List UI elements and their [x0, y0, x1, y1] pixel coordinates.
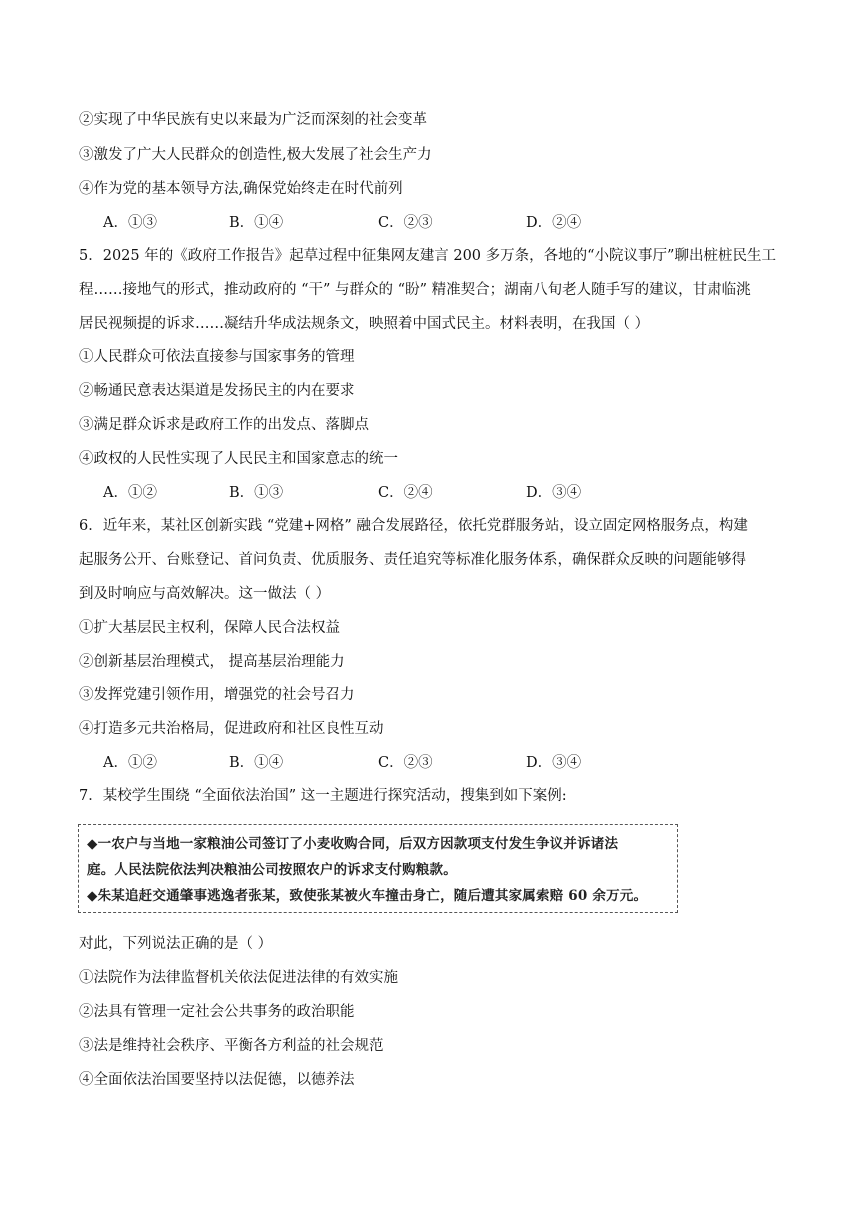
q5-option-d[interactable]: D．③④ [526, 485, 582, 501]
q5-statement-2: ②畅通民意表达渠道是发扬民主的内在要求 [79, 383, 355, 399]
q7-statement-4: ④全面依法治国要坚持以法促德，以德养法 [79, 1072, 355, 1088]
q5-statement-3: ③满足群众诉求是政府工作的出发点、落脚点 [79, 417, 369, 433]
q5-statement-4: ④政权的人民性实现了人民民主和国家意志的统一 [79, 451, 398, 467]
q5-option-b[interactable]: B．①③ [229, 485, 284, 501]
q7-case-line-3: ◆朱某追赶交通肇事逃逸者张某，致使张某被火车撞击身亡，随后遭其家属索赔 60 余万元。 [87, 888, 648, 904]
q6-statement-1: ①扩大基层民主权利，保障人民合法权益 [79, 620, 340, 636]
q4-option-a[interactable]: A．①③ [103, 215, 157, 231]
q7-statement-1: ①法院作为法律监督机关依法促进法律的有效实施 [79, 970, 398, 986]
q4-option-b[interactable]: B．①④ [229, 215, 284, 231]
q6-option-a[interactable]: A．①② [103, 755, 157, 771]
q5-option-a[interactable]: A．①② [103, 485, 157, 501]
q4-statement-4: ④作为党的基本领导方法,确保党始终走在时代前列 [79, 181, 403, 197]
q6-option-c[interactable]: C．②③ [378, 755, 433, 771]
q4-statement-3: ③激发了广大人民群众的创造性,极大发展了社会生产力 [79, 147, 432, 163]
q5-option-c[interactable]: C．②④ [378, 485, 433, 501]
q6-statement-2: ②创新基层治理模式， 提高基层治理能力 [79, 654, 345, 670]
q6-statement-4: ④打造多元共治格局，促进政府和社区良性互动 [79, 721, 384, 737]
q6-stem-line-1: 6．近年来，某社区创新实践 “党建+网格” 融合发展路径，依托党群服务站，设立固定网格服务点，构建 [79, 518, 748, 534]
q7-question: 对此，下列说法正确的是（ ） [79, 936, 273, 952]
q4-option-c[interactable]: C．②③ [378, 215, 433, 231]
q5-statement-1: ①人民群众可依法直接参与国家事务的管理 [79, 349, 355, 365]
q7-case-line-1: ◆一农户与当地一家粮油公司签订了小麦收购合同，后双方因款项支付发生争议并诉诸法 [87, 836, 619, 852]
q4-statement-2: ②实现了中华民族有史以来最为广泛而深刻的社会变革 [79, 112, 427, 128]
q6-stem-line-3: 到及时响应与高效解决。这一做法（ ） [79, 586, 331, 602]
q5-stem-line-3: 居民视频提的诉求……凝结升华成法规条文，映照着中国式民主。材料表明，在我国（ ） [79, 316, 650, 332]
q7-statement-3: ③法是维持社会秩序、平衡各方利益的社会规范 [79, 1038, 384, 1054]
q4-option-d[interactable]: D．②④ [526, 215, 582, 231]
q7-case-box [78, 824, 678, 913]
q7-case-line-2: 庭。人民法院依法判决粮油公司按照农户的诉求支付购粮款。 [87, 862, 457, 878]
q6-stem-line-2: 起服务公开、台账登记、首问负责、优质服务、责任追究等标准化服务体系，确保群众反映的问题能够得 [79, 552, 746, 568]
q6-statement-3: ③发挥党建引领作用，增强党的社会号召力 [79, 687, 355, 703]
q7-statement-2: ②法具有管理一定社会公共事务的政治职能 [79, 1004, 355, 1020]
q5-stem-line-2: 程……接地气的形式，推动政府的 “干” 与群众的 “盼” 精准契合；湖南八旬老人随手写的建议，甘肃临洮 [79, 282, 751, 298]
q6-option-d[interactable]: D．③④ [526, 755, 582, 771]
q7-stem: 7．某校学生围绕 “全面依法治国” 这一主题进行探究活动，搜集到如下案例: [79, 788, 567, 804]
q6-option-b[interactable]: B．①④ [229, 755, 284, 771]
q5-stem-line-1: 5．2025 年的《政府工作报告》起草过程中征集网友建言 200 多万条，各地的“小院议事厅”聊出桩桩民生工 [79, 248, 776, 264]
